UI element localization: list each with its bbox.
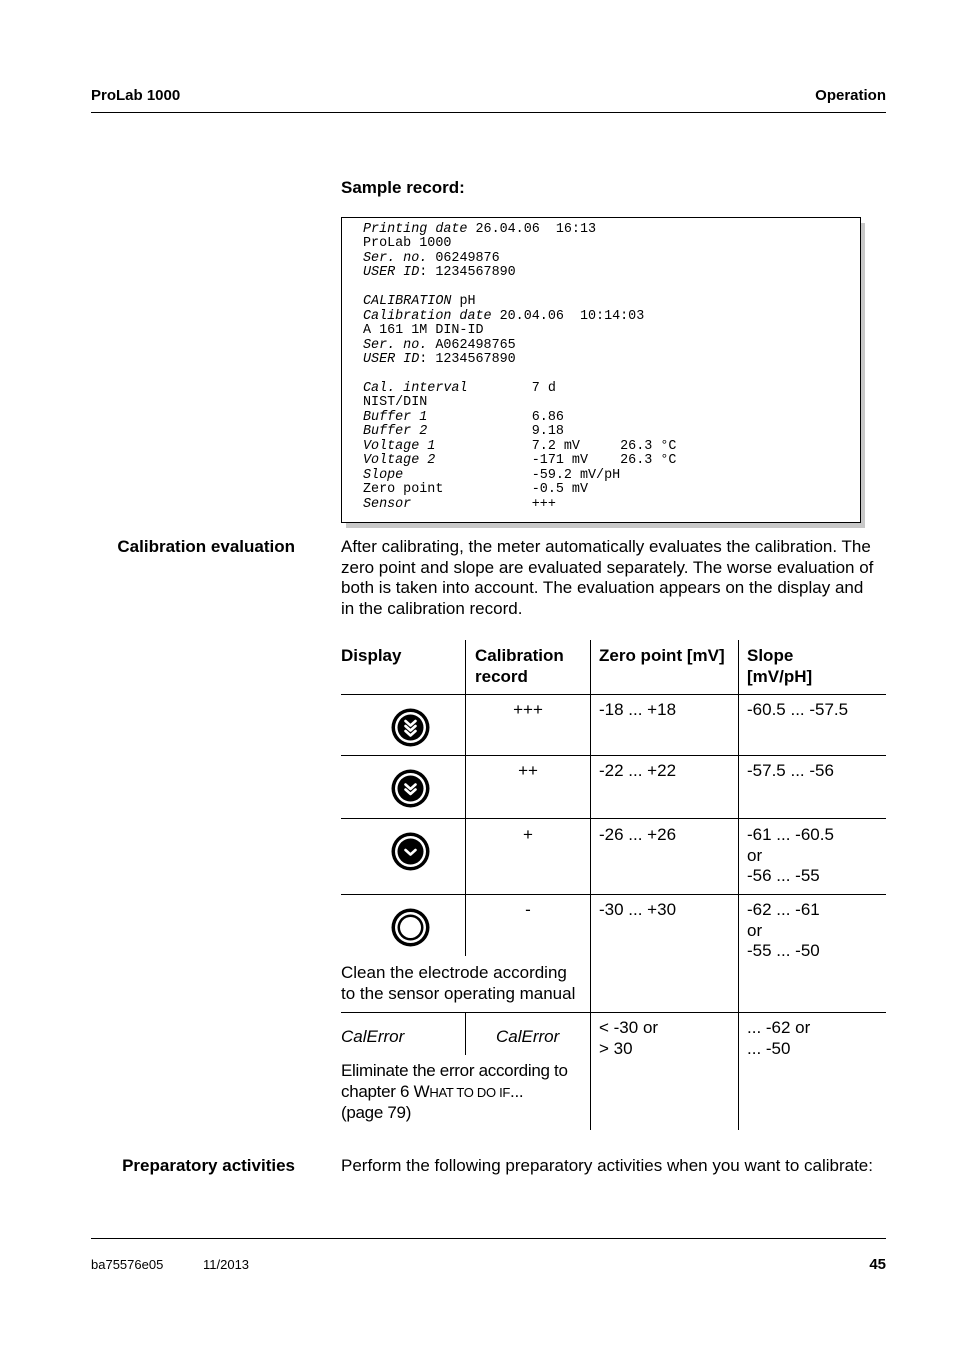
- table-col-rule: [465, 1012, 466, 1055]
- sensor-two-arrows-icon: [390, 768, 431, 809]
- record-value: +++: [411, 496, 556, 512]
- table-col-rule: [738, 640, 739, 1130]
- record-label: ProLab 1000: [363, 236, 452, 252]
- record-line: [363, 310, 644, 324]
- table-rule: [341, 818, 886, 819]
- record-label: CALIBRATION: [363, 294, 452, 310]
- eval-line: both is taken into account. The evaluation appears on the display and: [341, 578, 864, 597]
- record-label: Slope: [363, 467, 404, 483]
- record-label: Zero point: [363, 482, 444, 498]
- col-header-slope: [747, 646, 812, 687]
- col-header-record: [475, 646, 564, 687]
- record-label: NIST/DIN: [363, 395, 428, 411]
- slope-value: -57.5 ... -56: [747, 761, 834, 780]
- slope-line: or: [747, 845, 763, 865]
- sensor-one-arrow-icon: [390, 831, 431, 872]
- col-header-display: Display: [341, 646, 402, 665]
- zero-line: > 30: [599, 1038, 633, 1058]
- zero-value: -18 ... +18: [599, 700, 677, 719]
- chapter-ref-smallcaps: HAT TO DO IF: [429, 1084, 511, 1100]
- chapter-ref-ellipsis: ...: [510, 1081, 524, 1101]
- slope-line: or: [747, 920, 763, 940]
- record-value: -0.5 mV: [443, 482, 589, 498]
- record-label: Buffer 1: [363, 409, 428, 425]
- record-value: -: [525, 900, 531, 919]
- record-label: Cal. interval: [363, 380, 468, 396]
- record-label: Voltage 2: [363, 453, 436, 469]
- record-line: [363, 425, 564, 439]
- record-label: USER ID: [363, 352, 420, 368]
- record-label: A 161 1M DIN-ID: [363, 323, 484, 339]
- record-value: : 1234567890: [419, 265, 516, 281]
- record-label: Printing date: [363, 222, 468, 237]
- slope-value: [747, 1018, 810, 1059]
- table-col-rule: [590, 640, 591, 1130]
- record-label: Ser. no.: [363, 250, 428, 266]
- table-rule: [341, 894, 886, 895]
- record-label: USER ID: [363, 265, 420, 281]
- col-header-zero: Zero point [mV]: [599, 646, 725, 665]
- record-line: [363, 324, 484, 338]
- record-value: -171 mV 26.3 °C: [435, 453, 677, 469]
- eliminate-error-note: [341, 1061, 568, 1124]
- record-value: 7.2 mV 26.3 °C: [435, 438, 677, 454]
- slope-line: -55 ... -50: [747, 941, 820, 960]
- record-value: A062498765: [427, 337, 516, 353]
- record-value: 06249876: [427, 250, 500, 266]
- record-line: [363, 396, 427, 410]
- record-label: Voltage 1: [363, 438, 436, 454]
- record-label: Buffer 2: [363, 424, 428, 440]
- record-value: +++: [513, 700, 543, 719]
- slope-line: ... -50: [747, 1038, 791, 1058]
- table-rule: [341, 694, 886, 695]
- preparatory-heading: Preparatory activities: [122, 1156, 295, 1175]
- record-line: [363, 252, 500, 266]
- record-label: Sensor: [363, 496, 412, 512]
- note-line: Clean the electrode according: [341, 963, 567, 982]
- slope-value: -60.5 ... -57.5: [747, 700, 849, 719]
- record-line: [363, 266, 516, 280]
- record-line: [363, 498, 556, 512]
- record-value: : 1234567890: [419, 352, 516, 368]
- note-line: Eliminate the error according to: [341, 1061, 568, 1080]
- note-line: to the sensor operating manual: [341, 983, 576, 1003]
- record-value: pH: [451, 294, 476, 310]
- record-line: [363, 339, 516, 353]
- calibration-evaluation-heading: Calibration evaluation: [117, 537, 295, 556]
- header-rule: [91, 112, 886, 113]
- slope-value: [747, 825, 834, 887]
- record-line: [363, 382, 556, 396]
- calibration-evaluation-text: [341, 537, 873, 619]
- record-label: Calibration date: [363, 308, 492, 324]
- eval-line: in the calibration record.: [341, 598, 523, 618]
- note-line: (page 79): [341, 1103, 412, 1122]
- clean-electrode-note: [341, 963, 575, 1004]
- eval-line: After calibrating, the meter automatically evaluates the calibration. The: [341, 537, 871, 556]
- note-line: [341, 1082, 568, 1104]
- slope-value: [747, 900, 820, 962]
- col-header-slope-line: Slope: [747, 646, 794, 665]
- record-label: Ser. no.: [363, 337, 428, 353]
- record-value: ++: [518, 761, 538, 780]
- record-value: +: [523, 825, 533, 844]
- record-value: -59.2 mV/pH: [403, 467, 621, 483]
- record-line: [363, 454, 676, 468]
- chapter-ref: chapter 6 W: [341, 1081, 430, 1101]
- zero-value: -26 ... +26: [599, 825, 677, 844]
- slope-line: ... -62 or: [747, 1018, 811, 1037]
- footer-date: 11/2013: [203, 1257, 250, 1272]
- zero-line: < -30 or: [599, 1018, 659, 1037]
- slope-line: -62 ... -61: [747, 900, 820, 919]
- sensor-three-arrows-icon: [390, 707, 431, 748]
- zero-value: -30 ... +30: [599, 900, 677, 919]
- header-title: ProLab 1000: [91, 87, 181, 104]
- record-line: [363, 469, 620, 483]
- footer-doc-id: ba75576e05: [91, 1257, 164, 1272]
- slope-line: -61 ... -60.5: [747, 825, 834, 844]
- record-line: [363, 411, 564, 425]
- record-line: [363, 295, 476, 309]
- record-line: [363, 237, 451, 251]
- footer-rule: [91, 1238, 886, 1239]
- record-value: 6.86: [427, 409, 564, 425]
- record-value: 20.04.06 10:14:03: [491, 308, 645, 324]
- zero-value: [599, 1018, 658, 1059]
- record-line: [363, 483, 588, 497]
- col-header-slope-line: [mV/pH]: [747, 666, 813, 686]
- record-line: [363, 353, 516, 367]
- calerror-display: CalError: [341, 1027, 405, 1046]
- table-rule: [341, 1012, 886, 1013]
- record-value: 26.04.06 16:13: [467, 222, 597, 237]
- page-number: 45: [869, 1256, 886, 1273]
- eval-line: zero point and slope are evaluated separately. The worse evaluation of: [341, 557, 874, 577]
- preparatory-text: Perform the following preparatory activities when you want to calibrate:: [341, 1156, 873, 1175]
- col-header-record-line: Calibration: [475, 646, 564, 665]
- record-value: 9.18: [427, 424, 564, 440]
- record-value: 7 d: [467, 380, 556, 396]
- record-line: [363, 440, 676, 454]
- sensor-empty-icon: [390, 907, 431, 948]
- header-section: Operation: [815, 87, 886, 104]
- slope-line: -56 ... -55: [747, 866, 820, 885]
- table-rule: [341, 755, 886, 756]
- sample-record-heading: Sample record:: [341, 178, 465, 197]
- record-line: [363, 223, 596, 237]
- calerror-record: CalError: [496, 1027, 560, 1046]
- zero-value: -22 ... +22: [599, 761, 677, 780]
- col-header-record-line: record: [475, 666, 528, 686]
